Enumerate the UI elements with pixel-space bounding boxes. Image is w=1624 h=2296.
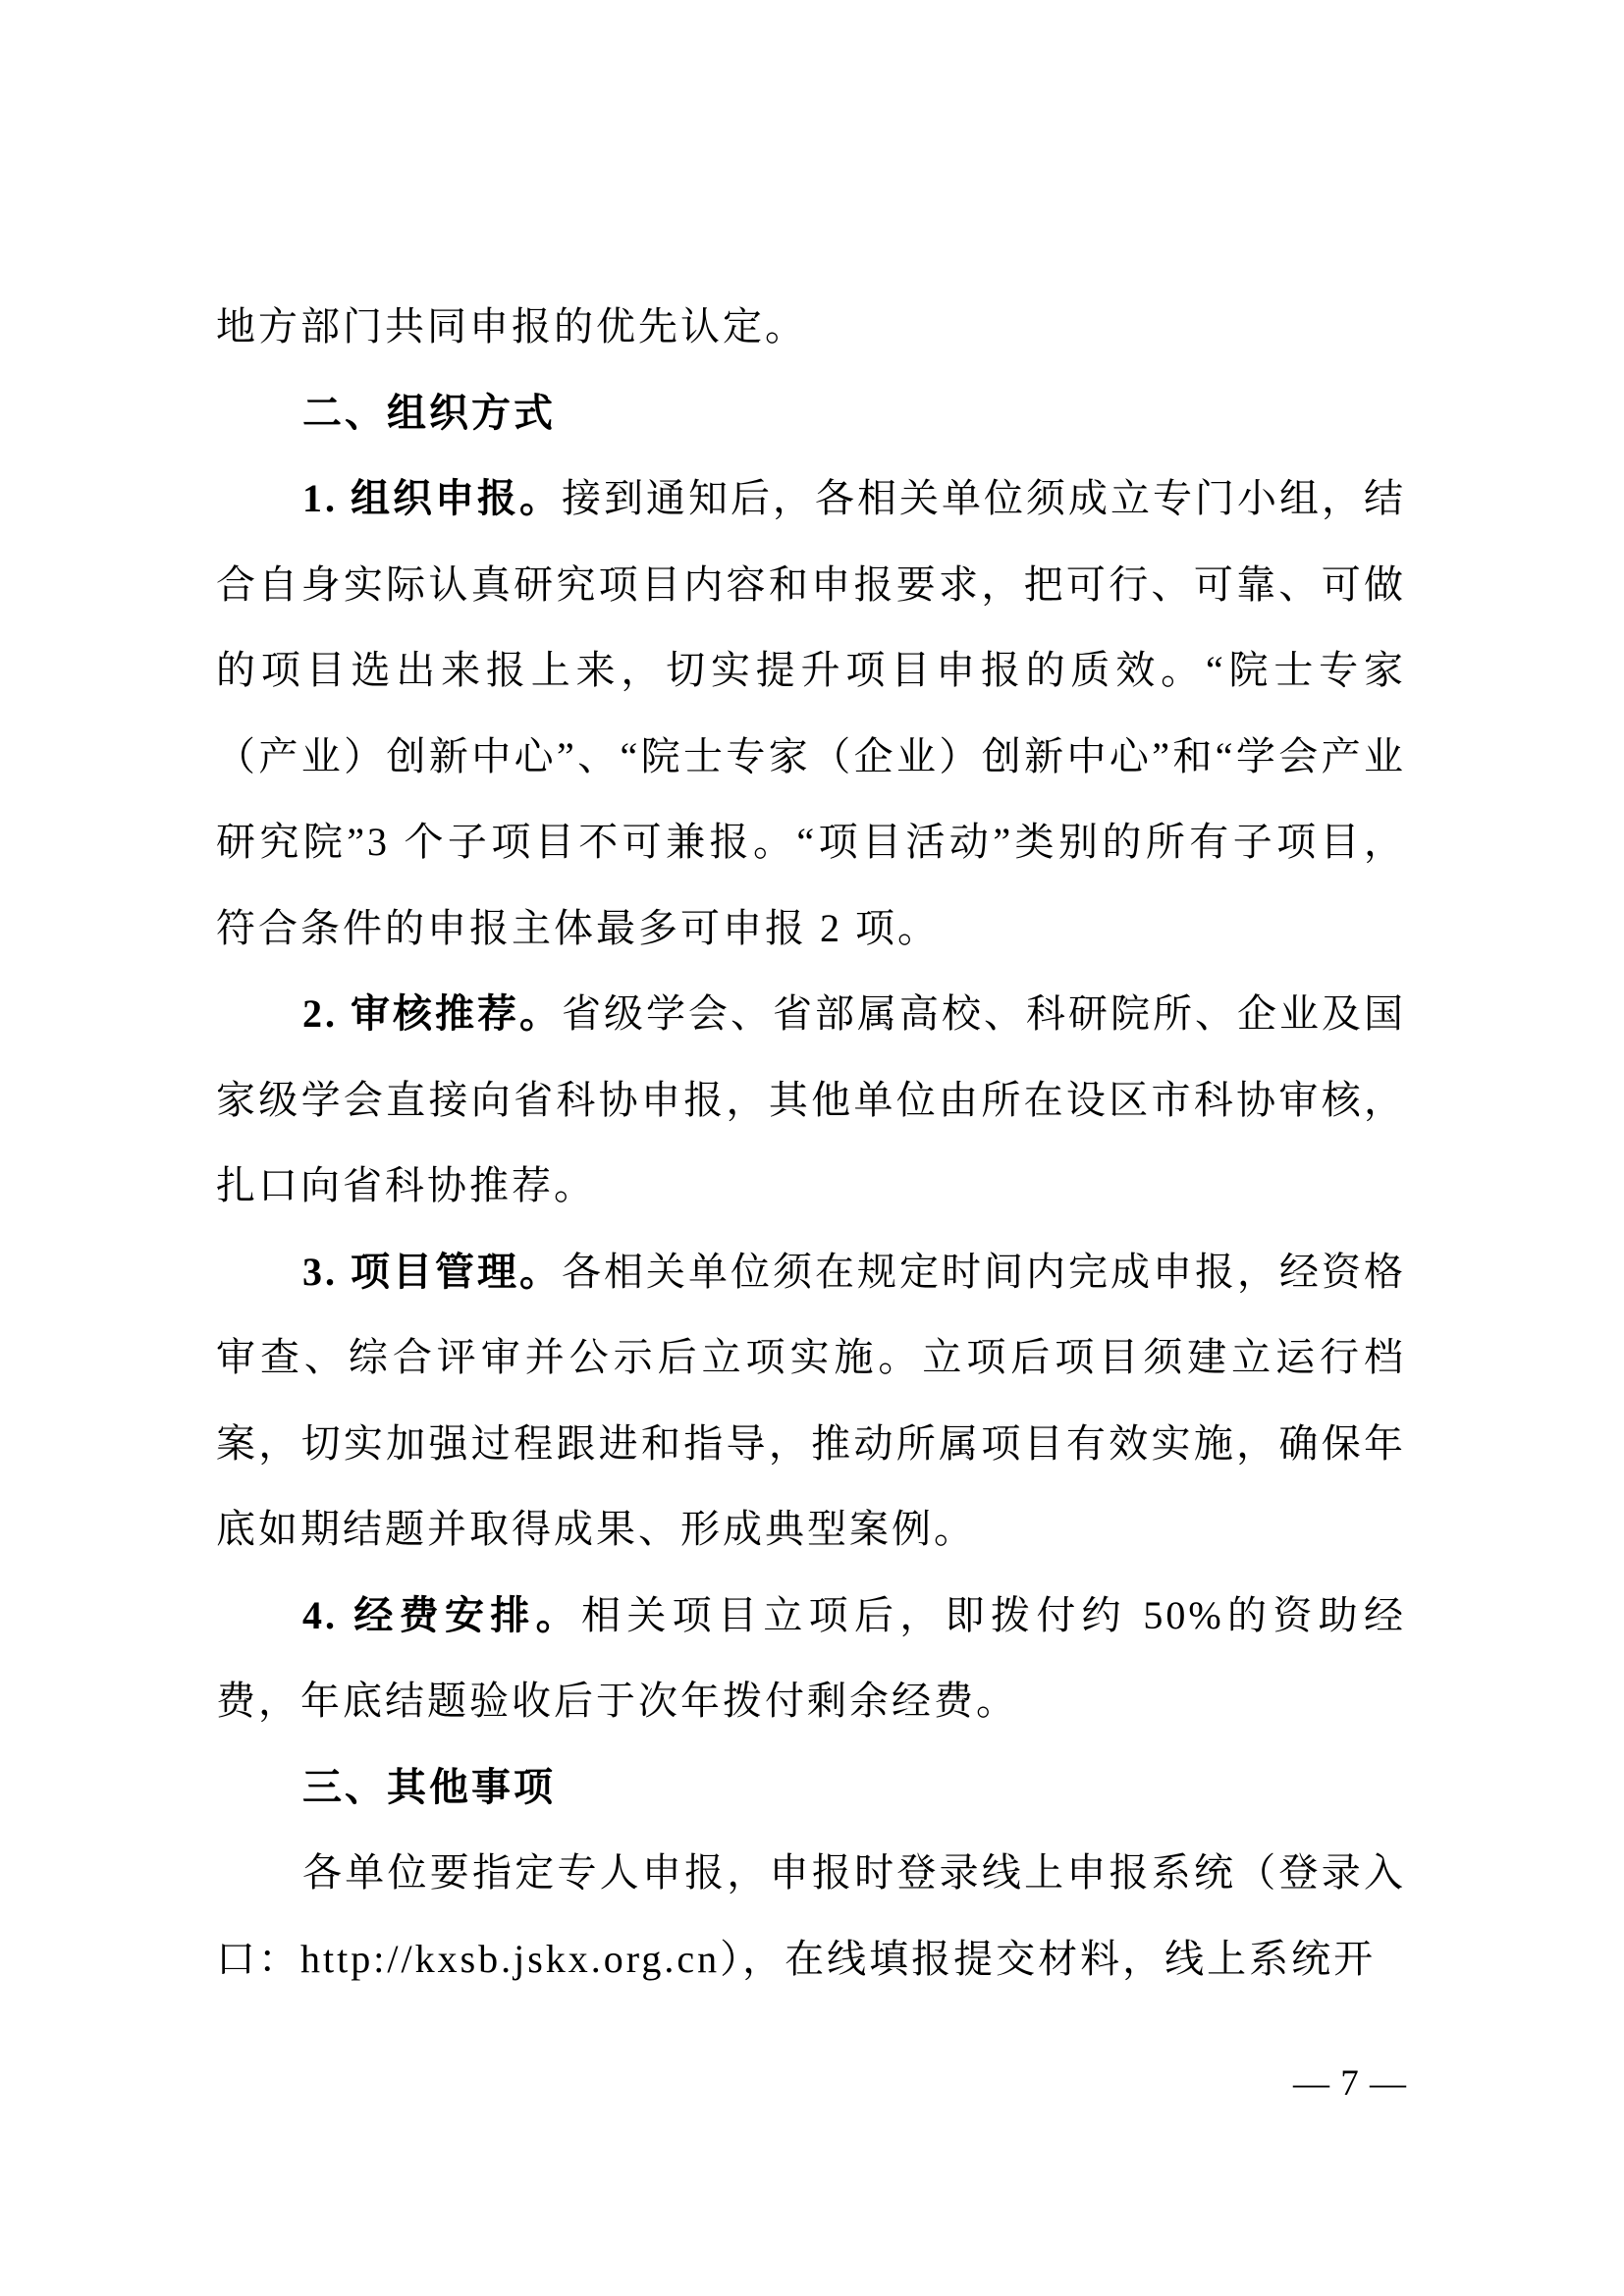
paragraph-lead: 2. 审核推荐。: [302, 991, 562, 1036]
paragraph-text: 省级学会、省部属高校、科研院所、企业及国家级学会直接向省科协申报，其他单位由所在设区市科协审核，扎口向省科协推荐。: [216, 991, 1406, 1207]
paragraph-text: 各单位要指定专人申报，申报时登录线上申报系统（登录入口：http://kxsb.jskx.org.cn），在线填报提交材料，线上系统开: [216, 1850, 1406, 1981]
document-body: [216, 284, 1406, 2002]
paragraph-text: 相关项目立项后，即拨付约 50%的资助经费，年底结题验收后于次年拨付剩余经费。: [216, 1592, 1407, 1723]
paragraph-lead: 3. 项目管理。: [302, 1249, 562, 1294]
paragraph-text: 接到通知后，各相关单位须成立专门小组，结合自身实际认真研究项目内容和申报要求，把可行、可靠、可做的项目选出来报上来，切实提升项目申报的质效。“院士专家（产业）创新中心”、“院士专家（企业）创新中心”和“学会产业研究院”3 个子项目不可兼报。“项目活动”类别的所有子项目，符合条件的申报主体最多可申报 2 项。: [216, 476, 1406, 950]
page-number: — 7 —: [1293, 2063, 1407, 2104]
paragraph-project-management: [216, 1229, 1406, 1573]
paragraph-online-system: [216, 1830, 1406, 2002]
paragraph-lead: 1. 组织申报。: [302, 476, 562, 520]
paragraph-text: 各相关单位须在规定时间内完成申报，经资格审查、综合评审并公示后立项实施。立项后项目须建立运行档案，切实加强过程跟进和指导，推动所属项目有效实施，确保年底如期结题并取得成果、形成典型案例。: [216, 1249, 1406, 1551]
section-heading-organization: 二、组织方式: [302, 390, 556, 435]
paragraph-continuation: 地方部门共同申报的优先认定。: [216, 304, 807, 348]
section-heading-other-matters: 三、其他事项: [302, 1764, 556, 1809]
paragraph-organize-application: [216, 455, 1406, 971]
paragraph-review-recommendation: [216, 971, 1406, 1229]
paragraph-lead: 4. 经费安排。: [302, 1592, 582, 1637]
paragraph-funding-arrangement: [216, 1573, 1406, 1744]
